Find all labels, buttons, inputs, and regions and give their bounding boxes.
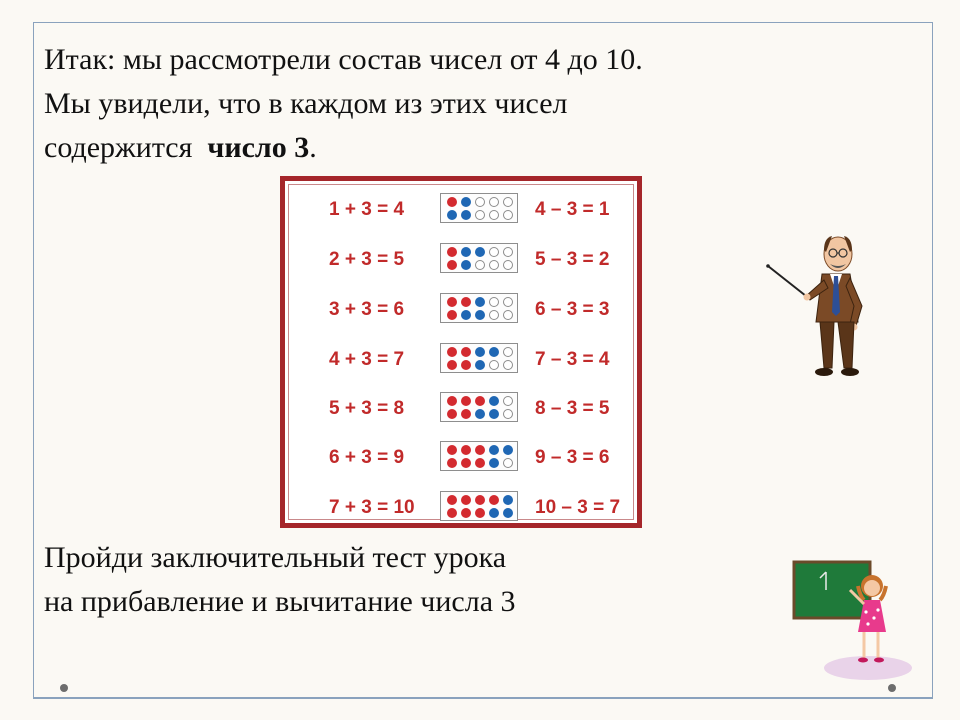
counting-frame <box>440 193 518 223</box>
outro-line-2: на прибавление и вычитание числа 3 <box>44 585 516 618</box>
girl-at-chalkboard-illustration <box>790 556 914 684</box>
outro-line-1: Пройди заключительный тест урока <box>44 541 507 574</box>
red-counter <box>461 445 471 455</box>
outro-text <box>44 536 516 624</box>
blue-counter <box>461 310 471 320</box>
red-counter <box>447 260 457 270</box>
blue-counter <box>461 210 471 220</box>
blue-counter <box>475 360 485 370</box>
red-counter <box>447 508 457 518</box>
composition-table-inner <box>288 184 634 520</box>
subtraction-equation: 7 – 3 = 4 <box>535 349 610 370</box>
red-counter <box>461 396 471 406</box>
red-counter <box>447 409 457 419</box>
blue-counter <box>475 347 485 357</box>
addition-equation: 3 + 3 = 6 <box>329 299 405 320</box>
blue-counter <box>461 247 471 257</box>
red-counter <box>475 508 485 518</box>
intro-line-3 <box>44 126 922 170</box>
empty-counter <box>489 247 499 257</box>
empty-counter <box>489 360 499 370</box>
blue-counter <box>489 409 499 419</box>
red-counter <box>447 247 457 257</box>
intro-text <box>44 38 922 170</box>
empty-counter <box>475 210 485 220</box>
counting-frame <box>440 243 518 273</box>
blue-counter <box>489 445 499 455</box>
slide-baseline <box>33 698 933 699</box>
red-counter <box>475 458 485 468</box>
blue-counter <box>489 396 499 406</box>
counting-frame <box>440 343 518 373</box>
empty-counter <box>489 260 499 270</box>
addition-equation: 6 + 3 = 9 <box>329 447 405 468</box>
table-row <box>289 390 633 430</box>
blue-counter <box>489 508 499 518</box>
intro-highlight-number: число 3 <box>207 131 310 164</box>
empty-counter <box>503 360 513 370</box>
table-row <box>289 291 633 331</box>
red-counter <box>447 197 457 207</box>
addition-equation: 1 + 3 = 4 <box>329 199 405 220</box>
blue-counter <box>447 210 457 220</box>
empty-counter <box>475 260 485 270</box>
empty-counter <box>503 409 513 419</box>
subtraction-equation: 6 – 3 = 3 <box>535 299 610 320</box>
blue-counter <box>503 495 513 505</box>
red-counter <box>461 360 471 370</box>
blue-counter <box>461 197 471 207</box>
empty-counter <box>503 310 513 320</box>
red-counter <box>461 495 471 505</box>
blue-counter <box>475 310 485 320</box>
empty-counter <box>475 197 485 207</box>
empty-counter <box>503 247 513 257</box>
empty-counter <box>503 210 513 220</box>
red-counter <box>447 458 457 468</box>
blue-counter <box>503 508 513 518</box>
subtraction-equation: 5 – 3 = 2 <box>535 249 610 270</box>
blue-counter <box>475 247 485 257</box>
blue-counter <box>475 297 485 307</box>
intro-line-3-prefix: содержится <box>44 131 193 164</box>
subtraction-equation: 10 – 3 = 7 <box>535 497 621 518</box>
table-row <box>289 341 633 381</box>
empty-counter <box>503 260 513 270</box>
empty-counter <box>503 396 513 406</box>
empty-counter <box>503 347 513 357</box>
corner-dot-right <box>888 684 896 692</box>
intro-line-1: Итак: мы рассмотрели состав чисел от 4 до 10. <box>44 43 643 76</box>
composition-table <box>280 176 642 528</box>
empty-counter <box>489 210 499 220</box>
intro-line-2: Мы увидели, что в каждом из этих чисел <box>44 87 568 120</box>
red-counter <box>475 396 485 406</box>
addition-equation: 2 + 3 = 5 <box>329 249 405 270</box>
counting-frame <box>440 293 518 323</box>
red-counter <box>447 360 457 370</box>
red-counter <box>447 310 457 320</box>
red-counter <box>475 445 485 455</box>
red-counter <box>461 297 471 307</box>
blue-counter <box>461 260 471 270</box>
empty-counter <box>503 458 513 468</box>
blue-counter <box>489 347 499 357</box>
intro-line-3-suffix: . <box>309 131 317 164</box>
red-counter <box>475 495 485 505</box>
red-counter <box>447 347 457 357</box>
subtraction-equation: 9 – 3 = 6 <box>535 447 610 468</box>
empty-counter <box>489 310 499 320</box>
subtraction-equation: 8 – 3 = 5 <box>535 398 610 419</box>
addition-equation: 7 + 3 = 10 <box>329 497 415 518</box>
red-counter <box>461 508 471 518</box>
red-counter <box>447 495 457 505</box>
red-counter <box>447 297 457 307</box>
teacher-illustration <box>766 230 886 382</box>
red-counter <box>461 458 471 468</box>
table-row <box>289 191 633 231</box>
counting-frame <box>440 491 518 521</box>
red-counter <box>489 495 499 505</box>
red-counter <box>447 445 457 455</box>
corner-dot-left <box>60 684 68 692</box>
empty-counter <box>503 297 513 307</box>
addition-equation: 4 + 3 = 7 <box>329 349 405 370</box>
counting-frame <box>440 441 518 471</box>
blue-counter <box>503 445 513 455</box>
empty-counter <box>489 197 499 207</box>
red-counter <box>447 396 457 406</box>
red-counter <box>461 347 471 357</box>
empty-counter <box>489 297 499 307</box>
empty-counter <box>503 197 513 207</box>
table-row <box>289 489 633 529</box>
counting-frame <box>440 392 518 422</box>
blue-counter <box>475 409 485 419</box>
blue-counter <box>489 458 499 468</box>
red-counter <box>461 409 471 419</box>
addition-equation: 5 + 3 = 8 <box>329 398 405 419</box>
table-row <box>289 241 633 281</box>
subtraction-equation: 4 – 3 = 1 <box>535 199 610 220</box>
table-row <box>289 439 633 479</box>
